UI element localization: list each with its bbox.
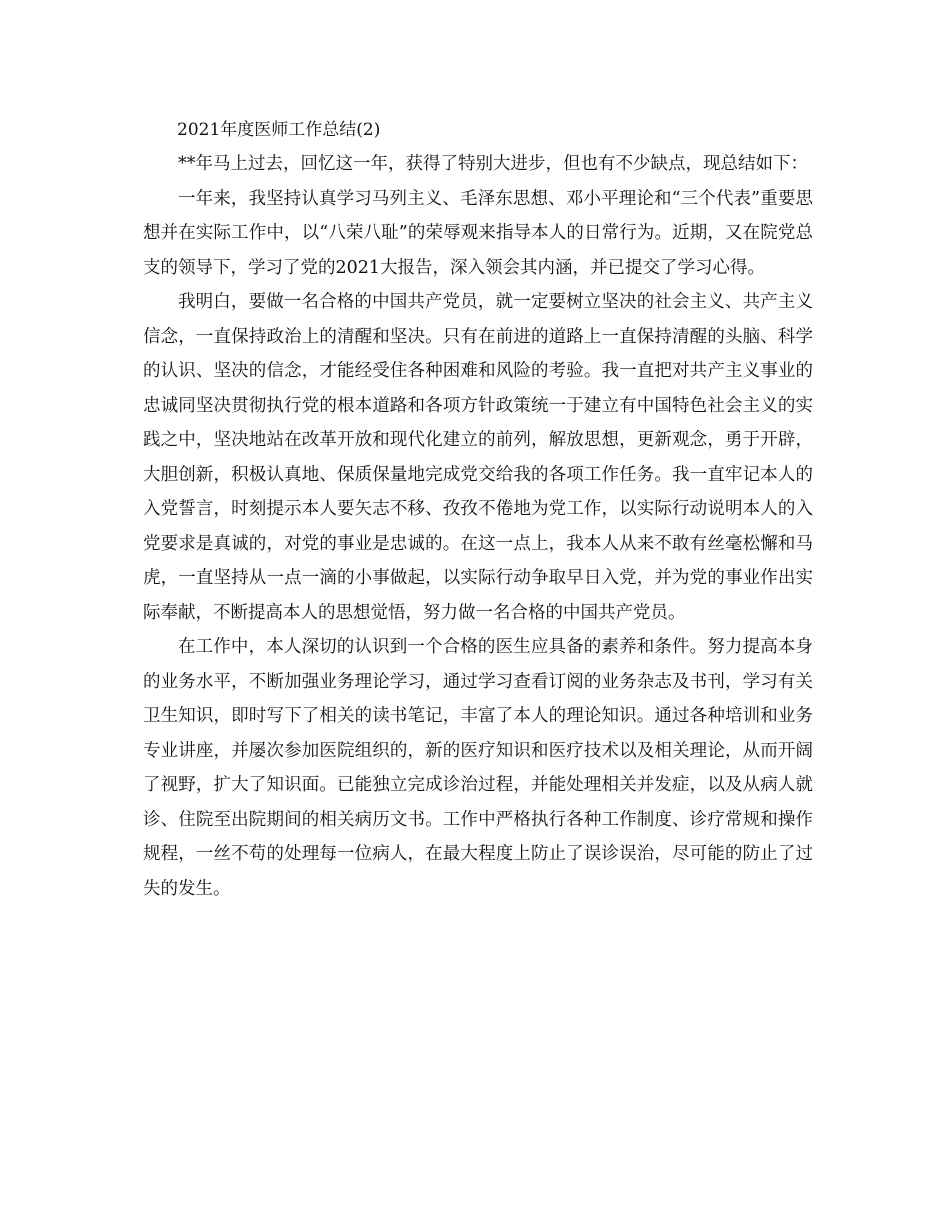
paragraph-party-member: 我明白，要做一名合格的中国共产党员，就一定要树立坚决的社会主义、共产主义信念，一直保持政治上的清醒和坚决。只有在前进的道路上一直保持清醒的头脑、科学的认识、坚决的信念，才能经受住各种困难和风险的考验。我一直把对共产主义事业的忠诚同坚决贯彻执行党的根本道路和各项方针政策统一于建立有中国特色社会主义的实践之中，坚决地站在改革开放和现代化建立的前列，解放思想，更新观念，勇于开辟，大胆创新，积极认真地、保质保量地完成党交给我的各项工作任务。我一直牢记本人的入党誓言，时刻提示本人要矢志不移、孜孜不倦地为党工作，以实际行动说明本人的入党要求是真诚的，对党的事业是忠诚的。在这一点上，我本人从来不敢有丝毫松懈和马虎，一直坚持从一点一滴的小事做起，以实际行动争取早日入党，并为党的事业作出实际奉献，不断提高本人的思想觉悟，努力做一名合格的中国共产党员。 (143, 292, 813, 623)
document-title: 2021年度医师工作总结(2) (177, 120, 381, 140)
paragraph-intro: **年马上过去，回忆这一年，获得了特别大进步，但也有不少缺点，现总结如下： (178, 154, 808, 174)
paragraph-study: 一年来，我坚持认真学习马列主义、毛泽东思想、邓小平理论和“三个代表”重要思想并在实际工作中，以“八荣八耻”的荣辱观来指导本人的日常行为。近期，又在院党总支的领导下，学习了党的2021大报告，深入领会其内涵，并已提交了学习心得。 (143, 188, 813, 278)
document-body (143, 113, 813, 906)
paragraph-work: 在工作中，本人深切的认识到一个合格的医生应具备的素养和条件。努力提高本身的业务水平，不断加强业务理论学习，通过学习查看订阅的业务杂志及书刊，学习有关卫生知识，即时写下了相关的读书笔记，丰富了本人的理论知识。通过各种培训和业务专业讲座，并屡次参加医院组织的，新的医疗知识和医疗技术以及相关理论，从而开阔了视野，扩大了知识面。已能独立完成诊治过程，并能处理相关并发症，以及从病人就诊、住院至出院期间的相关病历文书。工作中严格执行各种工作制度、诊疗常规和操作规程，一丝不苟的处理每一位病人，在最大程度上防止了误诊误治，尽可能的防止了过失的发生。 (143, 637, 813, 899)
